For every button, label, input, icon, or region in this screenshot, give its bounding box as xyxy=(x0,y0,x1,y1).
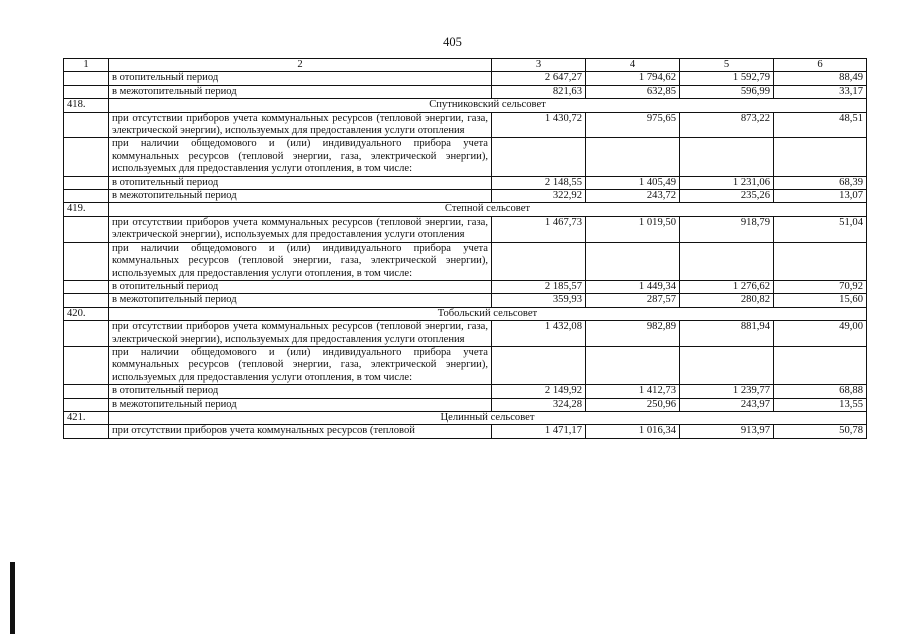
value-col-5: 1 592,79 xyxy=(680,72,774,85)
row-number-cell xyxy=(64,425,109,438)
row-number-cell xyxy=(64,398,109,411)
row-number-cell xyxy=(64,190,109,203)
row-number-cell xyxy=(64,138,109,176)
value-col-6: 15,60 xyxy=(774,294,867,307)
row-label: в отопительный период xyxy=(109,385,492,398)
row-number-cell xyxy=(64,72,109,85)
value-col-4: 287,57 xyxy=(586,294,680,307)
value-col-3: 2 647,27 xyxy=(492,72,586,85)
value-col-5: 1 231,06 xyxy=(680,176,774,189)
value-col-3 xyxy=(492,138,586,176)
row-number-cell xyxy=(64,216,109,242)
section-row xyxy=(64,411,867,424)
page-number: 405 xyxy=(443,35,462,49)
value-col-3: 324,28 xyxy=(492,398,586,411)
row-label: при наличии общедомового и (или) индивидуального прибора учета коммунальных ресурсов (тепловой энергии, газа, электрической энергии), используемых для предоставления услуги отопления, в том числе: xyxy=(109,346,492,384)
section-row xyxy=(64,99,867,112)
value-col-5: 881,94 xyxy=(680,321,774,347)
table-row xyxy=(64,321,867,347)
value-col-4: 982,89 xyxy=(586,321,680,347)
tariff-table xyxy=(63,58,867,439)
value-col-6: 48,51 xyxy=(774,112,867,138)
table-row xyxy=(64,112,867,138)
value-col-4: 1 019,50 xyxy=(586,216,680,242)
row-number-cell xyxy=(64,385,109,398)
column-header: 3 xyxy=(492,59,586,72)
value-col-3: 821,63 xyxy=(492,85,586,98)
row-number-cell xyxy=(64,85,109,98)
section-title: Тобольский сельсовет xyxy=(109,307,867,320)
row-number-cell xyxy=(64,294,109,307)
value-col-3 xyxy=(492,242,586,280)
section-number: 420. xyxy=(64,307,109,320)
value-col-3: 1 467,73 xyxy=(492,216,586,242)
row-label: при отсутствии приборов учета коммунальных ресурсов (тепловой энергии, газа, электрической энергии), используемых для предоставления услуги отопления xyxy=(109,321,492,347)
value-col-4: 250,96 xyxy=(586,398,680,411)
row-label: в межотопительный период xyxy=(109,398,492,411)
value-col-6: 68,39 xyxy=(774,176,867,189)
table-row xyxy=(64,294,867,307)
section-title: Целинный сельсовет xyxy=(109,411,867,424)
row-number-cell xyxy=(64,280,109,293)
value-col-3: 2 149,92 xyxy=(492,385,586,398)
table-row xyxy=(64,346,867,384)
value-col-5: 280,82 xyxy=(680,294,774,307)
table-row xyxy=(64,216,867,242)
value-col-6: 33,17 xyxy=(774,85,867,98)
row-label: при отсутствии приборов учета коммунальных ресурсов (тепловой xyxy=(109,425,492,438)
table-row xyxy=(64,138,867,176)
row-number-cell xyxy=(64,176,109,189)
value-col-4: 1 794,62 xyxy=(586,72,680,85)
value-col-5 xyxy=(680,138,774,176)
table-row xyxy=(64,425,867,438)
column-header: 6 xyxy=(774,59,867,72)
value-col-6: 68,88 xyxy=(774,385,867,398)
value-col-3: 2 185,57 xyxy=(492,280,586,293)
value-col-5: 596,99 xyxy=(680,85,774,98)
row-number-cell xyxy=(64,346,109,384)
value-col-6: 50,78 xyxy=(774,425,867,438)
value-col-4: 975,65 xyxy=(586,112,680,138)
row-label: в межотопительный период xyxy=(109,294,492,307)
value-col-6: 51,04 xyxy=(774,216,867,242)
section-title: Спутниковский сельсовет xyxy=(109,99,867,112)
row-label: в отопительный период xyxy=(109,176,492,189)
value-col-5 xyxy=(680,242,774,280)
value-col-6: 88,49 xyxy=(774,72,867,85)
value-col-5 xyxy=(680,346,774,384)
column-header: 2 xyxy=(109,59,492,72)
value-col-4 xyxy=(586,242,680,280)
section-row xyxy=(64,307,867,320)
row-label: при наличии общедомового и (или) индивидуального прибора учета коммунальных ресурсов (тепловой энергии, газа, электрической энергии), используемых для предоставления услуги отопления, в том числе: xyxy=(109,242,492,280)
table-header-row xyxy=(64,59,867,72)
value-col-6: 13,07 xyxy=(774,190,867,203)
value-col-4: 243,72 xyxy=(586,190,680,203)
value-col-4 xyxy=(586,346,680,384)
value-col-3: 1 430,72 xyxy=(492,112,586,138)
section-number: 418. xyxy=(64,99,109,112)
table-row xyxy=(64,85,867,98)
value-col-6: 49,00 xyxy=(774,321,867,347)
column-header: 1 xyxy=(64,59,109,72)
value-col-6 xyxy=(774,242,867,280)
section-title: Степной сельсовет xyxy=(109,203,867,216)
value-col-5: 235,26 xyxy=(680,190,774,203)
value-col-4: 1 016,34 xyxy=(586,425,680,438)
row-label: при отсутствии приборов учета коммунальных ресурсов (тепловой энергии, газа, электрической энергии), используемых для предоставления услуги отопления xyxy=(109,216,492,242)
value-col-6 xyxy=(774,346,867,384)
scan-margin-bar xyxy=(10,562,15,634)
value-col-5: 1 276,62 xyxy=(680,280,774,293)
value-col-5: 918,79 xyxy=(680,216,774,242)
table-row xyxy=(64,72,867,85)
value-col-4: 1 412,73 xyxy=(586,385,680,398)
value-col-5: 1 239,77 xyxy=(680,385,774,398)
value-col-3: 1 471,17 xyxy=(492,425,586,438)
row-label: при наличии общедомового и (или) индивидуального прибора учета коммунальных ресурсов (тепловой энергии, газа, электрической энергии), используемых для предоставления услуги отопления, в том числе: xyxy=(109,138,492,176)
value-col-3 xyxy=(492,346,586,384)
row-label: при отсутствии приборов учета коммунальных ресурсов (тепловой энергии, газа, электрической энергии), используемых для предоставления услуги отопления xyxy=(109,112,492,138)
value-col-4: 632,85 xyxy=(586,85,680,98)
value-col-6: 13,55 xyxy=(774,398,867,411)
value-col-3: 359,93 xyxy=(492,294,586,307)
value-col-4: 1 405,49 xyxy=(586,176,680,189)
row-number-cell xyxy=(64,321,109,347)
table-row xyxy=(64,176,867,189)
row-label: в межотопительный период xyxy=(109,190,492,203)
value-col-5: 913,97 xyxy=(680,425,774,438)
column-header: 5 xyxy=(680,59,774,72)
value-col-3: 1 432,08 xyxy=(492,321,586,347)
value-col-3: 322,92 xyxy=(492,190,586,203)
table-row xyxy=(64,190,867,203)
section-number: 419. xyxy=(64,203,109,216)
section-number: 421. xyxy=(64,411,109,424)
row-label: в межотопительный период xyxy=(109,85,492,98)
row-label: в отопительный период xyxy=(109,280,492,293)
column-header: 4 xyxy=(586,59,680,72)
row-number-cell xyxy=(64,242,109,280)
value-col-4: 1 449,34 xyxy=(586,280,680,293)
value-col-4 xyxy=(586,138,680,176)
table-row xyxy=(64,385,867,398)
value-col-5: 243,97 xyxy=(680,398,774,411)
value-col-6 xyxy=(774,138,867,176)
row-number-cell xyxy=(64,112,109,138)
table-row xyxy=(64,280,867,293)
value-col-3: 2 148,55 xyxy=(492,176,586,189)
table-row xyxy=(64,398,867,411)
section-row xyxy=(64,203,867,216)
table-row xyxy=(64,242,867,280)
value-col-6: 70,92 xyxy=(774,280,867,293)
row-label: в отопительный период xyxy=(109,72,492,85)
value-col-5: 873,22 xyxy=(680,112,774,138)
